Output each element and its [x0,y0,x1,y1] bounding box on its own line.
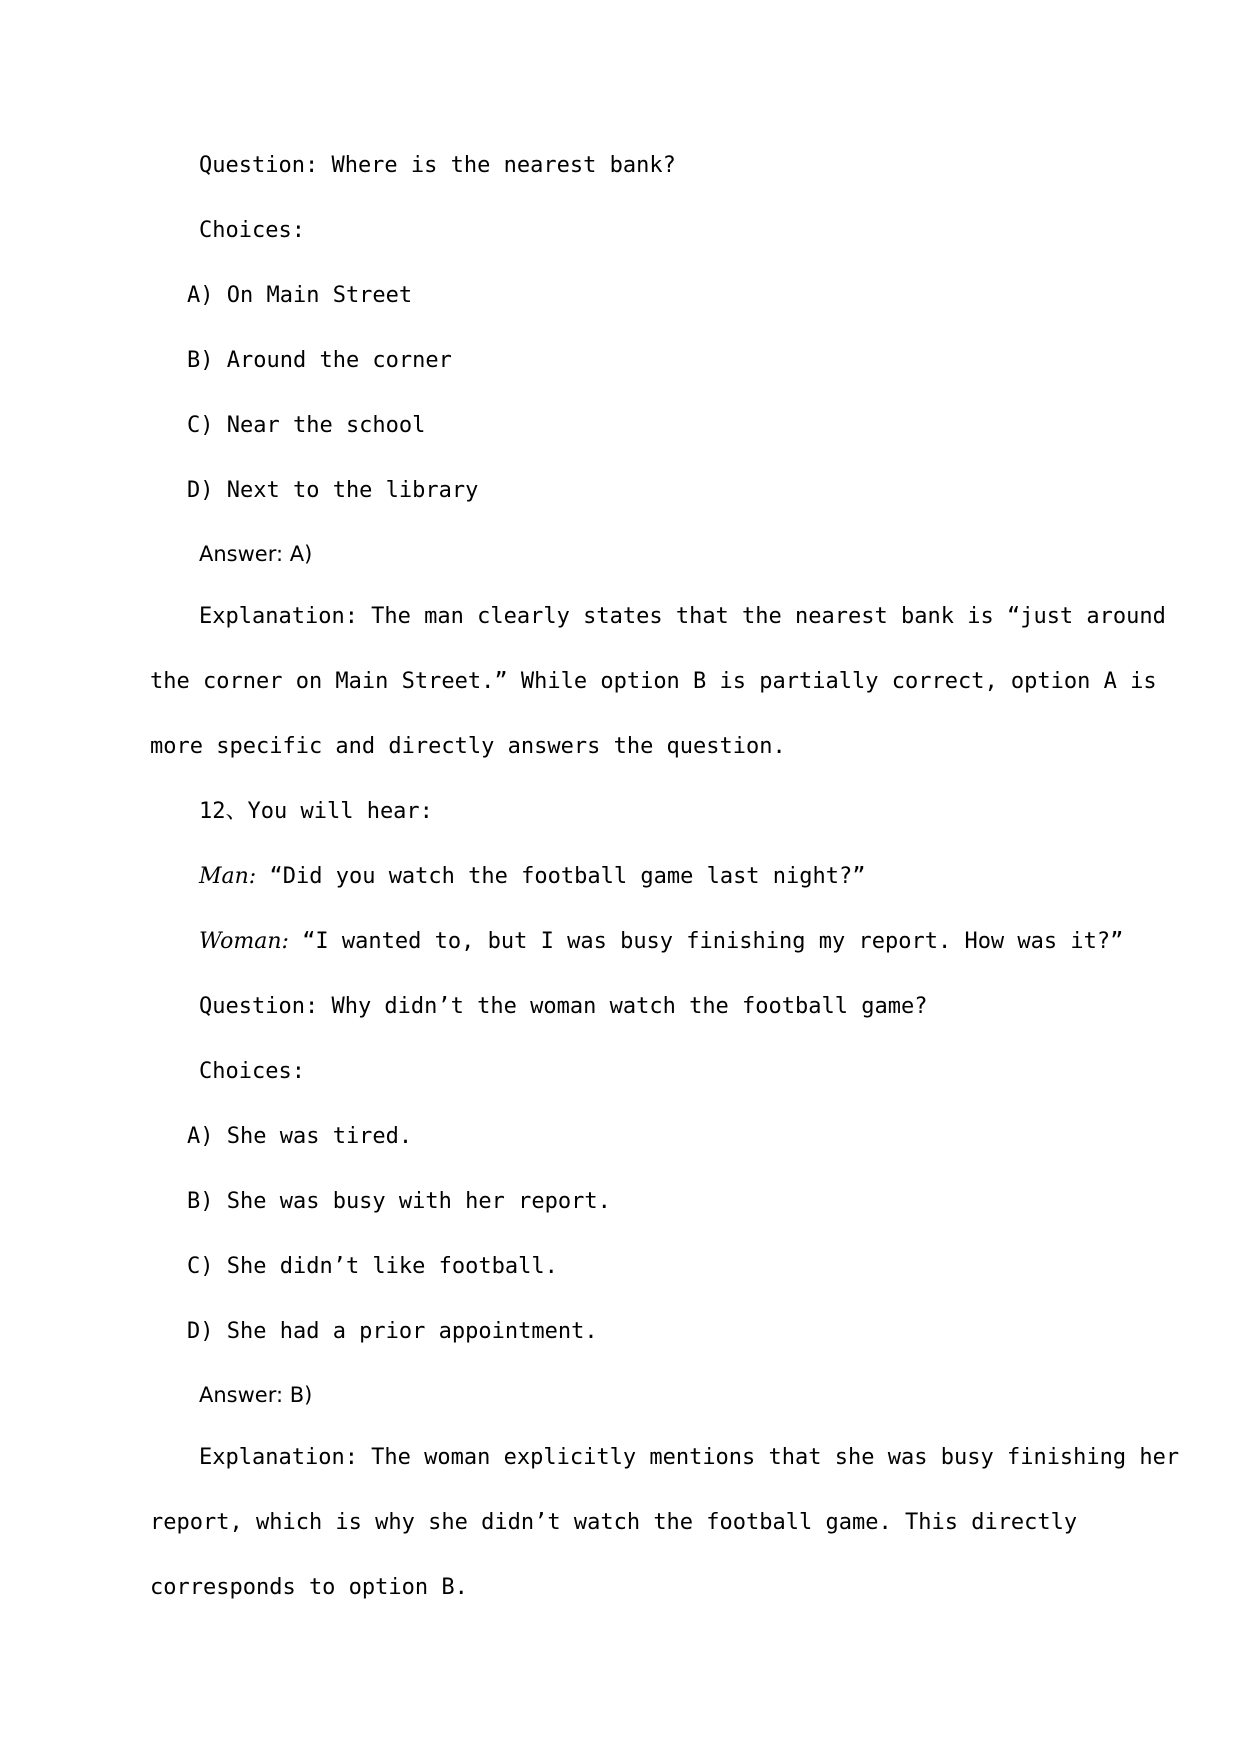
q12-explanation-line-3: corresponds to option B. [150,1575,468,1600]
q12-answer: Answer: B) [199,1383,313,1407]
q12-explanation-line-2: report, which is why she didn’t watch the football game. This directly [150,1510,1078,1535]
q12-option-c: C) She didn’t like football. [187,1254,558,1279]
speaker-woman: Woman: [199,929,289,954]
speaker-man: Man: [199,864,257,889]
q12-choices-label: Choices: [199,1059,305,1084]
q11-option-b: B) Around the corner [187,348,452,373]
q11-explanation-line-1: Explanation: The man clearly states that the nearest bank is “just around [199,604,1166,629]
q11-choices-label: Choices: [199,218,305,243]
q12-heading: 12、You will hear: [199,799,433,824]
q12-option-d: D) She had a prior appointment. [187,1319,598,1344]
q12-option-a: A) She was tired. [187,1124,413,1149]
q11-explanation-line-3: more specific and directly answers the question. [150,734,786,759]
q11-option-c: C) Near the school [187,413,426,438]
q11-option-a: A) On Main Street [187,283,413,308]
q12-explanation-line-1: Explanation: The woman explicitly mentions that she was busy finishing her [199,1445,1180,1470]
q11-answer: Answer: A) [199,542,313,566]
q12-option-b: B) She was busy with her report. [187,1189,611,1214]
man-line: “Did you watch the football game last night?” [269,864,866,889]
woman-line: “I wanted to, but I was busy finishing my report. How was it?” [302,929,1124,954]
q12-question: Question: Why didn’t the woman watch the football game? [199,994,928,1019]
q11-question: Question: Where is the nearest bank? [199,153,676,178]
q12-dialogue-woman [199,927,1123,957]
q12-dialogue-man [199,862,866,892]
q11-explanation-line-2: the corner on Main Street.” While option B is partially correct, option A is [150,669,1157,694]
q11-option-d: D) Next to the library [187,478,479,503]
